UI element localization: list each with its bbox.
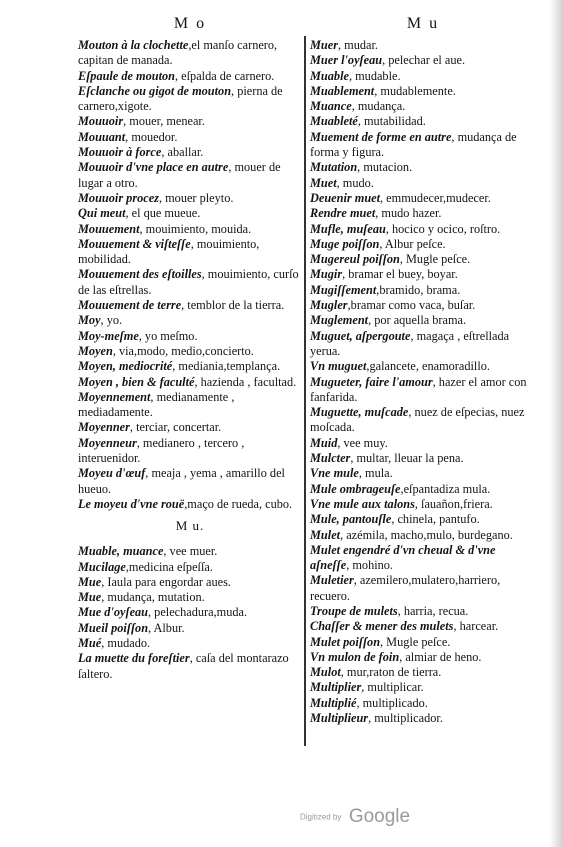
digitized-watermark <box>300 806 440 828</box>
entry-headword: Eſpaule de mouton <box>78 68 176 83</box>
dictionary-entry <box>310 619 536 634</box>
dictionary-entry <box>78 222 302 237</box>
entry-headword: Mouuoir procez <box>78 190 159 205</box>
dictionary-entry <box>310 436 536 451</box>
entry-headword: Rendre muet <box>310 206 376 221</box>
entry-headword: Muet <box>310 175 337 190</box>
running-head-left: M o <box>173 15 207 32</box>
column-rule <box>304 36 306 746</box>
entry-definition: , caſa del montarazo ſaltero. <box>78 651 289 681</box>
dictionary-entry <box>310 69 536 84</box>
entry-headword: Multiplieur <box>310 711 369 726</box>
entry-headword: Moy-meſme <box>78 328 139 343</box>
dictionary-entry <box>78 636 302 651</box>
watermark-prefix: Digitized by <box>300 812 342 822</box>
entry-definition: , aballar. <box>161 145 204 160</box>
dictionary-entry <box>310 528 536 543</box>
entry-definition: , mudança de forma y figura. <box>310 129 517 160</box>
dictionary-entry <box>310 130 536 161</box>
entry-headword: Vn mulon de foin <box>310 649 400 664</box>
dictionary-entry <box>310 635 536 650</box>
entry-definition: , mur,raton de tierra. <box>340 665 442 680</box>
entry-definition: , mudar. <box>338 38 378 52</box>
entry-headword: Moyen <box>78 343 113 358</box>
entry-headword: Muer l'oyſeau <box>310 53 383 68</box>
entry-headword: Muable <box>310 68 349 83</box>
dictionary-entry <box>310 680 536 695</box>
entry-definition: , via,modo, medio,concierto. <box>112 343 254 358</box>
entry-definition: , mouer pleyto. <box>158 190 234 205</box>
entry-definition: , harcear. <box>453 619 499 634</box>
dictionary-entry <box>78 621 302 636</box>
entry-headword: Le moyeu d'vne rouë <box>78 496 185 511</box>
page-edge-shadow <box>549 0 563 847</box>
entry-definition: , mouimiento, mobilidad. <box>78 236 260 267</box>
entry-headword: Muablement <box>310 83 375 98</box>
dictionary-entry <box>310 160 536 175</box>
entry-headword: Moyenneur <box>78 435 137 450</box>
entry-headword: Mugler <box>310 298 348 313</box>
entry-headword: Mue <box>78 590 102 605</box>
dictionary-entry <box>78 344 302 359</box>
entry-headword: Muable, muance <box>78 544 164 559</box>
dictionary-entry <box>310 497 536 512</box>
entry-headword: Mule, pantouſle <box>310 512 392 527</box>
dictionary-entry <box>78 69 302 84</box>
entry-definition: , mohino. <box>346 558 394 573</box>
entry-headword: Moy <box>78 313 101 328</box>
entry-definition: , magaça , eſtrellada yerua. <box>310 328 510 358</box>
entry-headword: Deuenir muet <box>310 190 381 205</box>
entry-definition: ,bramido, brama. <box>376 282 461 297</box>
entry-definition: , ſauañon,friera. <box>414 496 493 511</box>
entry-headword: Mugueter, faire l'amour <box>310 374 433 389</box>
entry-headword: Muge poiſſon <box>310 236 380 251</box>
entry-headword: Muableté <box>310 114 358 129</box>
dictionary-entry <box>78 436 302 467</box>
dictionary-entry <box>78 575 302 590</box>
entry-definition: , mudado. <box>101 635 151 650</box>
entry-definition: ,galancete, enamoradillo. <box>366 359 490 374</box>
entry-definition: , meaja , yema , amarillo del hueuo. <box>78 466 285 496</box>
dictionary-entry <box>310 114 536 129</box>
dictionary-entry <box>310 298 536 313</box>
entry-headword: Multiplié <box>310 695 357 710</box>
entry-definition: , yo. <box>100 313 123 328</box>
entry-definition: , Iaula para engordar aues. <box>101 574 231 589</box>
entry-definition: , temblor de la tierra. <box>181 298 285 313</box>
entry-headword: Mouuant <box>78 129 126 144</box>
entry-headword: Muement de forme en autre <box>310 129 452 144</box>
left-column <box>78 10 302 682</box>
entry-headword: Moyenner <box>78 420 130 435</box>
entry-headword: Mue d'oyſeau <box>78 605 149 620</box>
entry-headword: Eſclanche ou gigot de mouton <box>78 83 232 98</box>
entry-definition: , mutacion. <box>357 160 413 175</box>
entry-definition: ,eſpantadiza mula. <box>400 481 491 496</box>
dictionary-entry <box>310 451 536 466</box>
entry-headword: Mulet engendré d'vn cheual & d'vne aſneſſe <box>310 542 496 573</box>
dictionary-entry <box>310 99 536 114</box>
dictionary-entry <box>310 53 536 68</box>
dictionary-entry <box>78 191 302 206</box>
entry-headword: Muglement <box>310 313 369 328</box>
dictionary-entry <box>310 206 536 221</box>
dictionary-entry <box>78 466 302 497</box>
dictionary-entry <box>310 543 536 574</box>
entry-definition: , Mugle peſce. <box>380 634 451 649</box>
entry-definition: , nuez de eſpecias, nuez moſcada. <box>310 405 525 435</box>
dictionary-entry <box>310 466 536 481</box>
entry-headword: Multiplier <box>310 680 362 695</box>
dictionary-entry <box>310 283 536 298</box>
entries-mu-cont <box>310 38 536 726</box>
right-column <box>310 10 536 726</box>
entry-headword: Mutation <box>310 160 358 175</box>
entry-headword: Mulcter <box>310 451 351 466</box>
dictionary-entry <box>78 298 302 313</box>
entry-headword: Vn muguet <box>310 359 367 374</box>
dictionary-entry <box>310 482 536 497</box>
entry-definition: , mouer, menear. <box>123 114 205 129</box>
entry-definition: , terciar, concertar. <box>129 420 222 435</box>
dictionary-entry <box>78 237 302 268</box>
entry-headword: Mugereul poiſſon <box>310 252 400 267</box>
dictionary-entry <box>310 329 536 360</box>
entry-definition: , mouimiento, curſo de las eſtrellas. <box>78 267 299 297</box>
entry-definition: , por aquella brama. <box>368 313 467 328</box>
dictionary-entry <box>310 191 536 206</box>
dictionary-entry <box>310 573 536 604</box>
entry-definition: , emmudecer,mudecer. <box>380 190 491 205</box>
dictionary-entry <box>78 145 302 160</box>
entry-headword: Mugiſſement <box>310 282 377 297</box>
entry-definition: , vee muy. <box>337 435 388 450</box>
entries-mo <box>78 38 302 512</box>
entry-headword: Mulet <box>310 527 341 542</box>
entry-headword: Moyennement <box>78 389 151 404</box>
entry-headword: Mué <box>78 635 102 650</box>
dictionary-entry <box>310 512 536 527</box>
entry-headword: Mouuement & viſteſſe <box>78 236 191 251</box>
dictionary-entry <box>78 38 302 69</box>
dictionary-entry <box>310 252 536 267</box>
entry-headword: Chaſſer & mener des mulets <box>310 619 454 634</box>
entry-headword: Mule ombrageuſe <box>310 481 401 496</box>
dictionary-entry <box>78 375 302 390</box>
dictionary-entry <box>310 359 536 374</box>
entry-headword: Vne mule aux talons <box>310 496 415 511</box>
dictionary-entry <box>78 160 302 191</box>
dictionary-entry <box>78 206 302 221</box>
dictionary-entry <box>78 497 302 512</box>
dictionary-entry <box>310 665 536 680</box>
entry-definition: , Albur. <box>148 620 185 635</box>
dictionary-entry <box>310 313 536 328</box>
entry-definition: , mudo. <box>336 175 374 190</box>
entry-definition: , pelechadura,muda. <box>148 605 248 620</box>
entry-definition: , multar, lleuar la pena. <box>350 451 464 466</box>
entry-headword: Mulet poiſſon <box>310 634 381 649</box>
dictionary-entry <box>310 375 536 406</box>
entry-definition: , mediania,templança. <box>172 359 281 374</box>
entry-definition: , mouedor. <box>125 129 178 144</box>
entry-definition: , almiar de heno. <box>399 649 482 664</box>
dictionary-entry <box>310 267 536 282</box>
entry-definition: , mouimiento, mouida. <box>139 221 252 236</box>
dictionary-entry <box>310 222 536 237</box>
entry-definition: , pierna de carnero,xigote. <box>78 83 283 114</box>
entry-definition: , medianero , tercero , interuenidor. <box>78 435 245 466</box>
dictionary-entry <box>78 544 302 559</box>
entry-definition: , mudança, mutation. <box>101 590 205 605</box>
entry-definition: , harria, recua. <box>397 603 469 618</box>
dictionary-entry <box>78 651 302 682</box>
dictionary-entry <box>310 38 536 53</box>
dictionary-entry <box>78 130 302 145</box>
entry-headword: Qui meut <box>78 206 126 221</box>
running-head-right: M u <box>406 15 440 32</box>
dictionary-entry <box>78 84 302 115</box>
entry-definition: , yo meſmo. <box>138 328 198 343</box>
entry-headword: Mouuoir à force <box>78 145 162 160</box>
entry-headword: Muletier <box>310 573 354 588</box>
dictionary-entry <box>78 267 302 298</box>
entry-headword: Muer <box>310 38 339 52</box>
dictionary-entry <box>78 590 302 605</box>
entry-headword: Mouuement des eſtoilles <box>78 267 202 282</box>
entry-headword: Mouuement <box>78 221 140 236</box>
entries-mu <box>78 544 302 682</box>
entry-definition: , multiplicado. <box>356 695 428 710</box>
entry-definition: , mouer de lugar a otro. <box>78 160 281 190</box>
entry-headword: Muguet, aſpergoute <box>310 328 411 343</box>
entry-definition: , mudo hazer. <box>375 206 442 221</box>
watermark-brand: Google <box>348 806 411 827</box>
entry-definition: ,maço de rueda, cubo. <box>184 496 293 511</box>
entry-definition: , mula. <box>358 466 393 481</box>
entry-definition: , mutabilidad. <box>357 114 426 129</box>
entry-definition: ,el manſo carnero, capitan de manada. <box>78 38 278 68</box>
dictionary-entry <box>78 313 302 328</box>
entry-definition: , vee muer. <box>163 544 218 559</box>
dictionary-entry <box>78 605 302 620</box>
entry-definition: , mudablemente. <box>374 83 456 98</box>
entry-headword: Mouuement de terre <box>78 298 182 313</box>
entry-definition: , medianamente , mediadamente. <box>78 389 235 420</box>
entry-headword: Mouton à la clochette <box>78 38 189 52</box>
entry-headword: Moyen, mediocrité <box>78 359 173 374</box>
section-heading-mu: M u. <box>175 518 205 534</box>
entry-definition: , pelechar el aue. <box>382 53 466 68</box>
entry-definition: , mudança. <box>351 99 406 114</box>
entry-headword: Mueil poiſſon <box>78 620 149 635</box>
entry-headword: Muid <box>310 435 338 450</box>
dictionary-entry <box>310 176 536 191</box>
entry-definition: ,bramar como vaca, buſar. <box>347 298 476 313</box>
entry-headword: Mucilage <box>78 559 126 574</box>
entry-definition: , azemilero,mulatero,harriero, recuero. <box>310 573 501 603</box>
entry-headword: Moyen , bien & faculté <box>78 374 195 389</box>
dictionary-entry <box>310 84 536 99</box>
entry-definition: , chinela, pantufo. <box>391 512 480 527</box>
entry-definition: , hazienda , facultad. <box>194 374 297 389</box>
entry-definition: , hocico y ocico, roſtro. <box>385 221 501 236</box>
dictionary-entry <box>78 390 302 421</box>
dictionary-entry <box>78 420 302 435</box>
entry-definition: , azémila, macho,mulo, burdegano. <box>340 527 513 542</box>
entry-headword: Mugir <box>310 267 343 282</box>
entry-definition: , bramar el buey, boyar. <box>342 267 458 282</box>
entry-headword: Mulot <box>310 665 341 680</box>
entry-definition: , eſpalda de carnero. <box>175 68 275 83</box>
entry-headword: Mue <box>78 574 102 589</box>
dictionary-entry <box>78 329 302 344</box>
entry-headword: Mouuoir d'vne place en autre <box>78 160 229 175</box>
dictionary-entry <box>310 405 536 436</box>
dictionary-entry <box>78 560 302 575</box>
entry-definition: , multiplicar. <box>361 680 424 695</box>
dictionary-entry <box>78 359 302 374</box>
dictionary-entry <box>310 604 536 619</box>
dictionary-entry <box>78 114 302 129</box>
entry-headword: Troupe de mulets <box>310 603 398 618</box>
entry-definition: , hazer el amor con fanfarida. <box>310 374 527 404</box>
entry-definition: , multiplicador. <box>368 711 443 726</box>
entry-headword: Vne mule <box>310 466 359 481</box>
entry-definition: , Mugle peſce. <box>399 252 471 267</box>
entry-headword: Mouuoir <box>78 114 124 129</box>
entry-headword: Mufle, muſeau <box>310 221 386 236</box>
entry-definition: , mudable. <box>348 68 401 83</box>
entry-headword: La muette du foreſtier <box>78 651 190 666</box>
entry-headword: Moyeu d'œuf <box>78 466 146 481</box>
dictionary-entry <box>310 711 536 726</box>
dictionary-entry <box>310 696 536 711</box>
entry-headword: Muance <box>310 99 352 114</box>
entry-definition: ,medicina eſpeſſa. <box>125 559 213 574</box>
entry-definition: , el que mueue. <box>125 206 201 221</box>
entry-headword: Muguette, muſcade <box>310 405 409 420</box>
dictionary-entry <box>310 650 536 665</box>
entry-definition: , Albur peſce. <box>379 236 446 251</box>
dictionary-entry <box>310 237 536 252</box>
